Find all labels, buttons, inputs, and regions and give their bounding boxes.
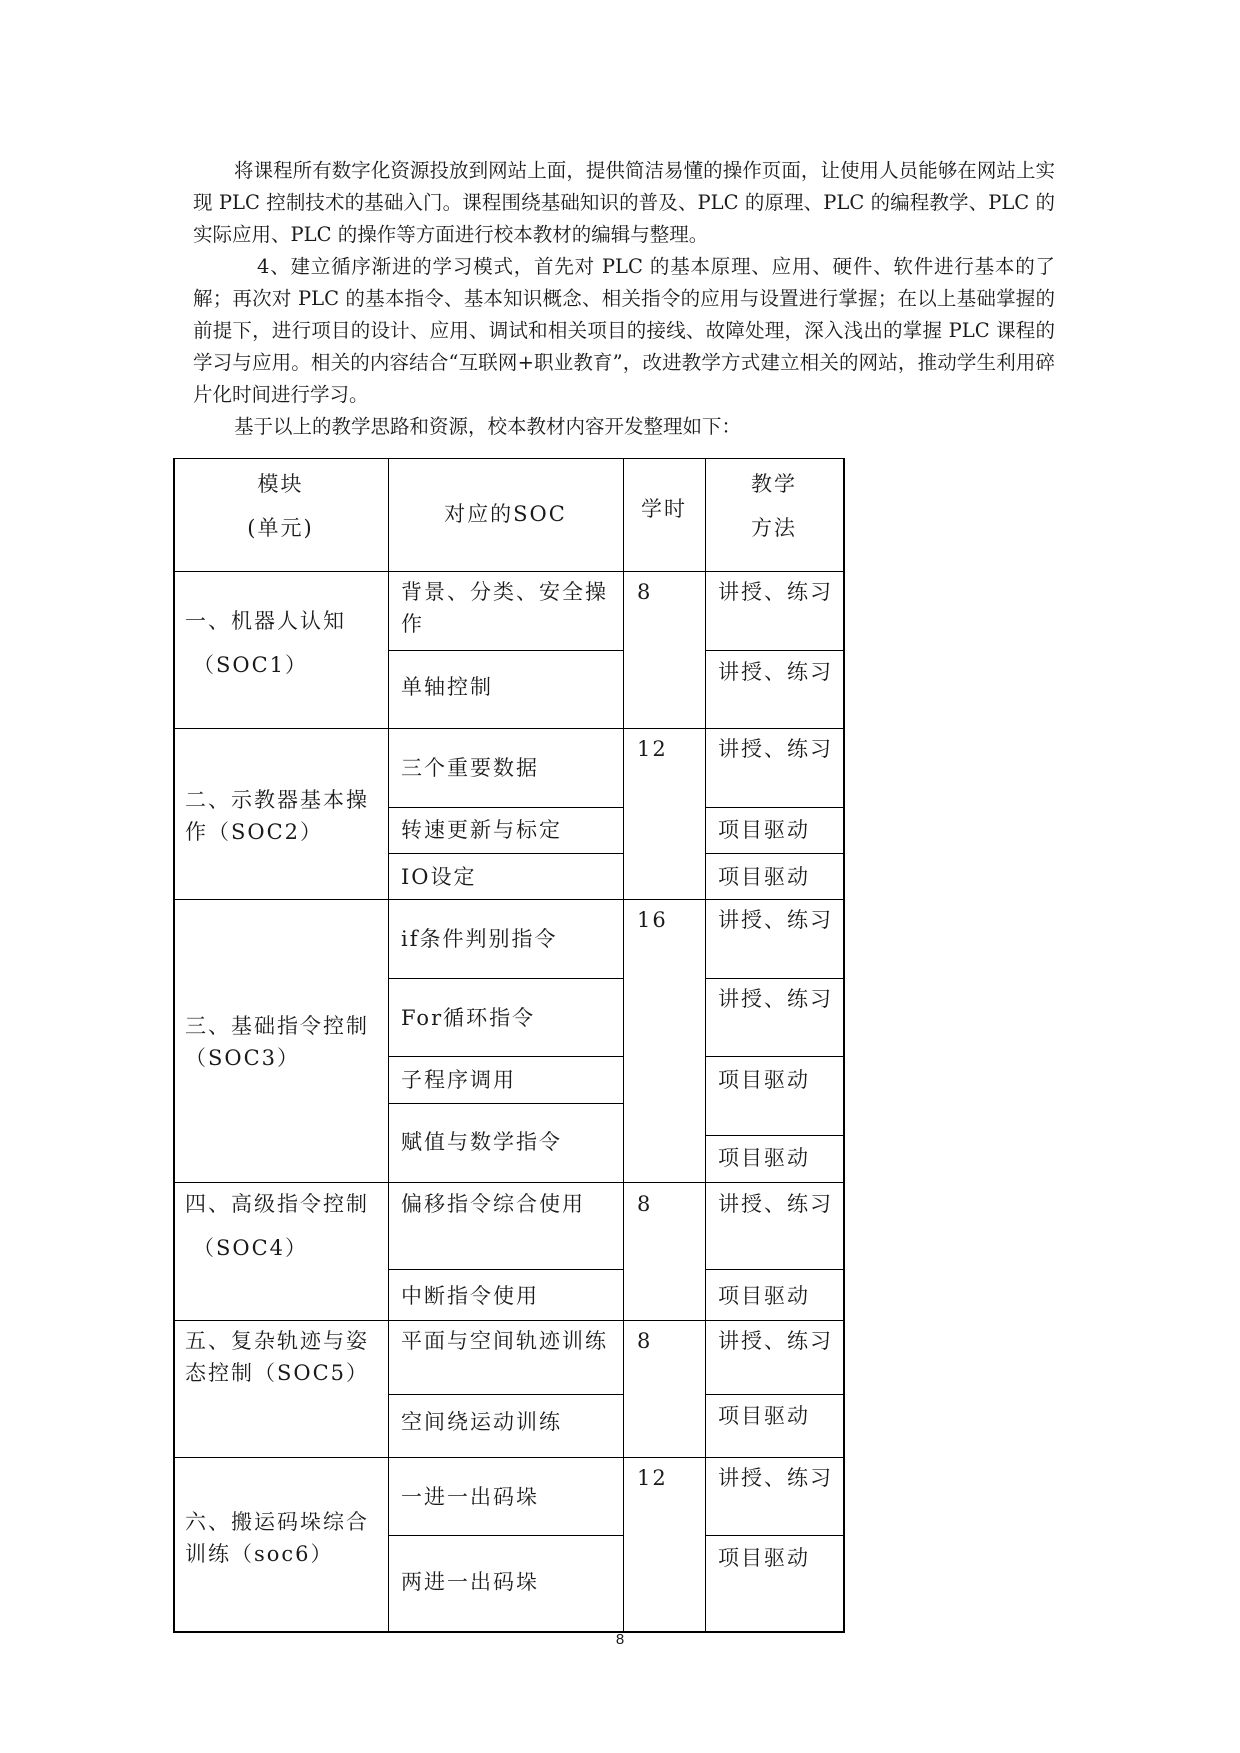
- module-6-label: 六、搬运码垛综合训练（soc6）: [185, 1510, 369, 1566]
- paragraph-step-4: 4、建立循序渐进的学习模式，首先对 PLC 的基本原理、应用、硬件、软件进行基本的了解；再次对 PLC 的基本指令、基本知识概念、相关指令的应用与设置进行掌握；在以上基础掌握的前提下，进行项目的设计、应用、调试和相关项目的接线、故障处理，深入浅出的掌握 PLC 课程的学习与应用。相关的内容结合“互联网+职业教育”，改进教学方式建立相关的网站，推动学生利用碎片化时间进行学习。: [193, 255, 1055, 406]
- module-5-method-1: 讲授、练习: [718, 1329, 833, 1353]
- module-5-soc-1: 平面与空间轨迹训练: [401, 1329, 608, 1353]
- header-hours: 学时: [641, 497, 687, 521]
- module-3-soc-1: if条件判别指令: [401, 927, 558, 951]
- module-3-method-1: 讲授、练习: [718, 908, 833, 932]
- module-5-label: 五、复杂轨迹与姿态控制（SOC5）: [185, 1329, 370, 1385]
- page-number: 8: [615, 1631, 625, 1648]
- module-3-method-2: 讲授、练习: [718, 987, 833, 1011]
- module-1-hours: 8: [637, 580, 653, 604]
- paragraph-intro: 将课程所有数字化资源投放到网站上面，提供简洁易懂的操作页面，让使用人员能够在网站上实现 PLC 控制技术的基础入门。课程围绕基础知识的普及、PLC 的原理、PLC 的编程教学、PLC 的实际应用、PLC 的操作等方面进行校本教材的编辑与整理。: [193, 159, 1055, 246]
- header-soc: 对应的SOC: [444, 502, 567, 526]
- module-2-label: 二、示教器基本操作（SOC2）: [185, 788, 369, 844]
- course-table: [173, 458, 845, 1633]
- module-6-soc-1: 一进一出码垛: [401, 1485, 539, 1509]
- module-2-hours: 12: [637, 737, 668, 761]
- module-4-soc-1: 偏移指令综合使用: [401, 1192, 585, 1216]
- module-2-soc-1: 三个重要数据: [401, 756, 539, 780]
- module-6-method-2: 项目驱动: [718, 1546, 810, 1570]
- header-method: 教学 方法: [751, 472, 797, 540]
- module-1-label: 一、机器人认知 （SOC1）: [185, 609, 346, 677]
- module-3-soc-3: 子程序调用: [401, 1068, 516, 1092]
- module-5-method-2: 项目驱动: [718, 1404, 810, 1428]
- module-4-method-2: 项目驱动: [718, 1284, 810, 1308]
- module-1-soc-2: 单轴控制: [401, 675, 493, 699]
- module-5-soc-2: 空间绕运动训练: [401, 1410, 562, 1434]
- module-1-method-2: 讲授、练习: [718, 660, 833, 684]
- module-4-hours: 8: [637, 1192, 653, 1216]
- paragraph-table-intro: 基于以上的教学思路和资源，校本教材内容开发整理如下：: [234, 415, 742, 438]
- module-4-label: 四、高级指令控制 （SOC4）: [185, 1192, 369, 1260]
- module-4-soc-2: 中断指令使用: [401, 1284, 539, 1308]
- module-3-soc-2: For循环指令: [401, 1006, 536, 1030]
- module-3-method-3: 项目驱动: [718, 1068, 810, 1092]
- module-2-method-3: 项目驱动: [718, 865, 810, 889]
- module-6-soc-2: 两进一出码垛: [401, 1570, 539, 1594]
- module-1-soc-1: 背景、分类、安全操作: [401, 580, 608, 636]
- module-2-soc-3: IO设定: [401, 865, 477, 889]
- module-2-method-1: 讲授、练习: [718, 737, 833, 761]
- module-5-hours: 8: [637, 1329, 653, 1353]
- module-4-method-1: 讲授、练习: [718, 1192, 833, 1216]
- module-1-method-1: 讲授、练习: [718, 580, 833, 604]
- header-module: 模块 (单元): [247, 472, 314, 540]
- module-3-soc-4: 赋值与数学指令: [401, 1130, 562, 1154]
- module-2-method-2: 项目驱动: [718, 818, 810, 842]
- module-3-label: 三、基础指令控制（SOC3）: [185, 1014, 369, 1070]
- module-2-soc-2: 转速更新与标定: [401, 818, 562, 842]
- module-6-hours: 12: [637, 1466, 668, 1490]
- module-3-hours: 16: [637, 908, 668, 932]
- module-6-method-1: 讲授、练习: [718, 1466, 833, 1490]
- module-3-method-4: 项目驱动: [718, 1146, 810, 1170]
